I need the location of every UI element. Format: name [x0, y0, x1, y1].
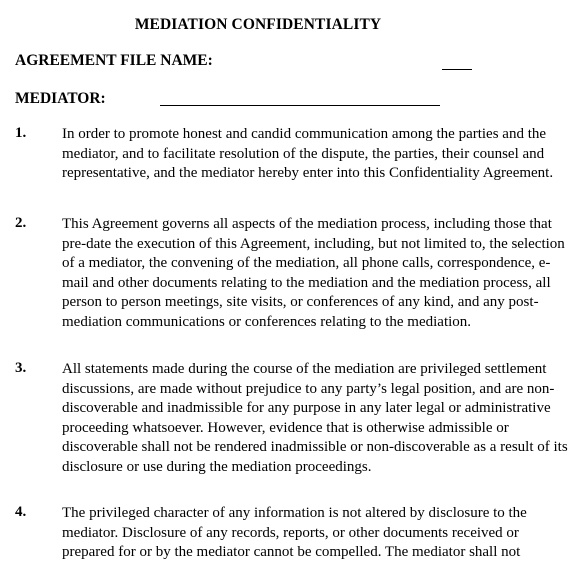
clause-number: 1.: [15, 125, 27, 141]
mediator-label: MEDIATOR:: [15, 90, 106, 107]
clause-text: The privileged character of any information is not altered by disclosure to the mediator. Disclosure of any records, reports, or other documents received or prepared for or by the mediator cannot be compelled. The mediator shall not: [62, 505, 527, 561]
mediator-blank-line[interactable]: [160, 105, 440, 106]
clause-number: 3.: [15, 360, 27, 376]
document-title: MEDIATION CONFIDENTIALITY: [134, 16, 382, 33]
clause-text: In order to promote honest and candid communication among the parties and the mediator, and to facilitate resolution of the dispute, the parties, their counsel and representative, and the mediator hereby enter into this Confidentiality Agreement.: [62, 126, 554, 182]
clause-text: This Agreement governs all aspects of the mediation process, including those that pre-date the execution of this Agreement, including, but not limited to, the selection of a mediator, the convening of the mediation, all phone calls, correspondence, e-mail and other documents relating to the mediation and the mediation process, all person to person meetings, site visits, or conferences of any kind, and any post-mediation communications or conferences relating to the mediation.: [62, 216, 565, 330]
agreement-file-name-label: AGREEMENT FILE NAME:: [15, 52, 213, 69]
agreement-file-name-blank-line[interactable]: [442, 69, 472, 70]
clause-number: 2.: [15, 215, 27, 231]
clause-text: All statements made during the course of the mediation are privileged settlement discussions, are made without prejudice to any party’s legal position, and are non- discoverable and inadmissible for any purpose in any later legal or administrative proceeding whatsoever. However, evidence that is otherwise admissible or discoverable shall not be rendered inadmissible or non-discoverable as a result of its disclosure or use during the mediation proceedings.: [62, 361, 568, 475]
clause-number: 4.: [15, 504, 27, 520]
